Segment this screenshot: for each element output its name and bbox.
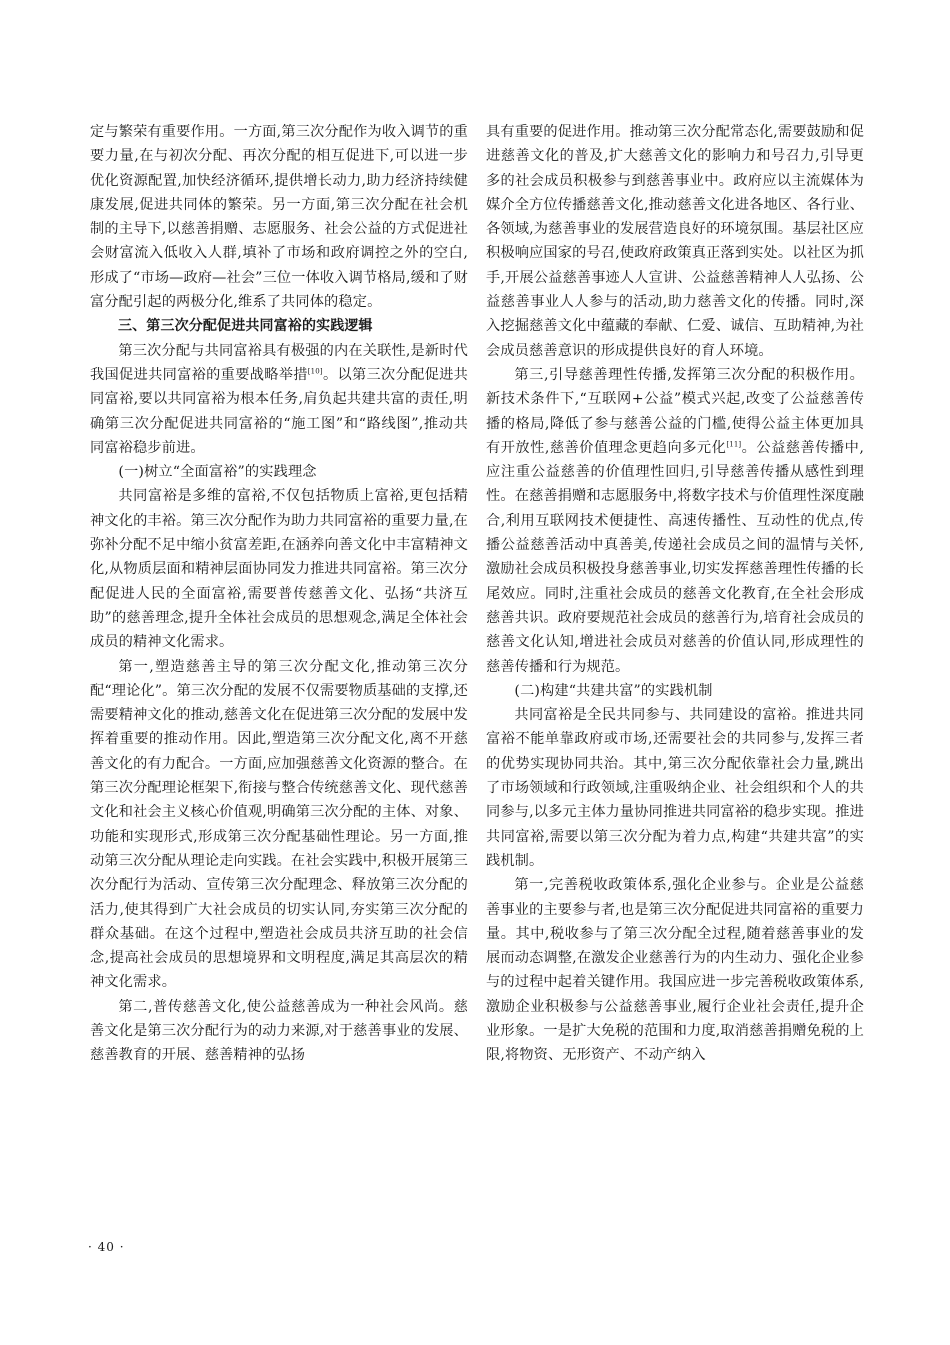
paragraph: 定与繁荣有重要作用。一方面,第三次分配作为收入调节的重要力量,在与初次分配、再次分配的相互促进下,可以进一步优化资源配置,加快经济循环,提供增长动力,助力经济持续健康发展,促进共同体的繁荣。另一方面,第三次分配在社会机制的主导下,以慈善捐赠、志愿服务、社会公益的方式促进社会财富流入低收入人群,填补了市场和政府调控之外的空白,形成了“市场—政府—社会”三位一体收入调节格局,缓和了财富分配引起的两极分化,维系了共同体的稳定。 (90, 124, 468, 311)
right-column (486, 120, 864, 1068)
section-heading: 三、第三次分配促进共同富裕的实践逻辑 (118, 318, 373, 335)
subsection-heading: (二)构建“共建共富”的实践机制 (514, 682, 713, 699)
paragraph: 第一,完善税收政策体系,强化企业参与。企业是公益慈善事业的主要参与者,也是第三次分配促进共同富裕的重要力量。其中,税收参与了第三次分配全过程,随着慈善事业的发展而动态调整,在激发企业慈善行为的内生动力、强化企业参与的过程中起着关键作用。我国应进一步完善税收政策体系,激励企业积极参与公益慈善事业,履行企业社会责任,提升企业形象。一是扩大免税的范围和力度,取消慈善捐赠免税的上限,将物资、无形资产、不动产纳入 (486, 877, 864, 1064)
paragraph: 第一,塑造慈善主导的第三次分配文化,推动第三次分配“理论化”。第三次分配的发展不仅需要物质基础的支撑,还需要精神文化的推动,慈善文化在促进第三次分配的发展中发挥着重要的推动作用。因此,塑造第三次分配文化,离不开慈善文化的有力配合。一方面,应加强慈善文化资源的整合。在第三次分配理论框架下,衔接与整合传统慈善文化、现代慈善文化和社会主义核心价值观,明确第三次分配的主体、对象、功能和实现形式,形成第三次分配基础性理论。另一方面,推动第三次分配从理论走向实践。在社会实践中,积极开展第三次分配行为活动、宣传第三次分配理念、释放第三次分配的活力,使其得到广大社会成员的切实认同,夯实第三次分配的群众基础。在这个过程中,塑造社会成员共济互助的社会信念,提高社会成员的思想境界和文明程度,满足其高层次的精神文化需求。 (90, 658, 468, 991)
paragraph-text: 第三,引导慈善理性传播,发挥第三次分配的积极作用。新技术条件下,“互联网+公益”模式兴起,改变了公益慈善传播的格局,降低了参与慈善公益的门槛,使得公益主体更加具有开放性,慈善价值理念更趋向多元化 (486, 366, 864, 456)
paragraph: 第二,普传慈善文化,使公益慈善成为一种社会风尚。慈善文化是第三次分配行为的动力来源,对于慈善事业的发展、慈善教育的开展、慈善精神的弘扬 (90, 998, 468, 1064)
left-column (90, 120, 468, 1068)
paragraph: 具有重要的促进作用。推动第三次分配常态化,需要鼓励和促进慈善文化的普及,扩大慈善文化的影响力和号召力,引导更多的社会成员积极参与到慈善事业中。政府应以主流媒体为媒介全方位传播慈善文化,推动慈善文化进各地区、各行业、各领域,为慈善事业的发展营造良好的环境氛围。基层社区应积极响应国家的号召,使政府政策真正落到实处。以社区为抓手,开展公益慈善事迹人人宣讲、公益慈善精神人人弘扬、公益慈善事业人人参与的活动,助力慈善文化的传播。同时,深入挖掘慈善文化中蕴藏的奉献、仁爱、诚信、互助精神,为社会成员慈善意识的形成提供良好的育人环境。 (486, 124, 864, 359)
paragraph-text: 。公益慈善传播中,应注重公益慈善的价值理性回归,引导慈善传播从感性到理性。在慈善捐赠和志愿服务中,将数字技术与价值理性深度融合,利用互联网技术便捷性、高速传播性、互动性的优点,传播公益慈善活动中真善美,传递社会成员之间的温情与关怀,激励社会成员积极投身慈善事业,切实发挥慈善理性传播的长尾效应。同时,注重社会成员的慈善文化教育,在全社会形成慈善共识。政府要规范社会成员的慈善行为,培育社会成员的慈善文化认知,增进社会成员对慈善的价值认同,形成理性的慈善传播和行为规范。 (486, 439, 864, 675)
subsection-heading: (一)树立“全面富裕”的实践理念 (118, 464, 317, 481)
citation-ref: [11] (726, 440, 742, 449)
paragraph (90, 339, 468, 460)
citation-ref: [10] (307, 367, 323, 376)
paragraph: 共同富裕是全民共同参与、共同建设的富裕。推进共同富裕不能单靠政府或市场,还需要社会的共同参与,发挥三者的优势实现协同共治。其中,第三次分配依靠社会力量,跳出了市场领域和行政领域,注重吸纳企业、社会组织和个人的共同参与,以多元主体力量协同推进共同富裕的稳步实现。推进共同富裕,需要以第三次分配为着力点,构建“共建共富”的实践机制。 (486, 707, 864, 869)
page-number: · 40 · (88, 1240, 125, 1254)
paragraph-text: 第三次分配与共同富裕具有极强的内在关联性,是新时代我国促进共同富裕的重要战略举措 (90, 342, 468, 383)
paragraph-text: 。以第三次分配促进共同富裕,要以共同富裕为根本任务,肩负起共建共富的责任,明确第三次分配促进共同富裕的“施工图”和“路线图”,推动共同富裕稳步前进。 (90, 366, 468, 456)
paragraph (486, 363, 864, 679)
paragraph: 共同富裕是多维的富裕,不仅包括物质上富裕,更包括精神文化的丰裕。第三次分配作为助力共同富裕的重要力量,在弥补分配不足中缩小贫富差距,在涵养向善文化中丰富精神文化,从物质层面和精神层面协同发力推进共同富裕。第三次分配促进人民的全面富裕,需要普传慈善文化、弘扬“共济互助”的慈善理念,提升全体社会成员的思想观念,满足全体社会成员的精神文化需求。 (90, 488, 468, 651)
